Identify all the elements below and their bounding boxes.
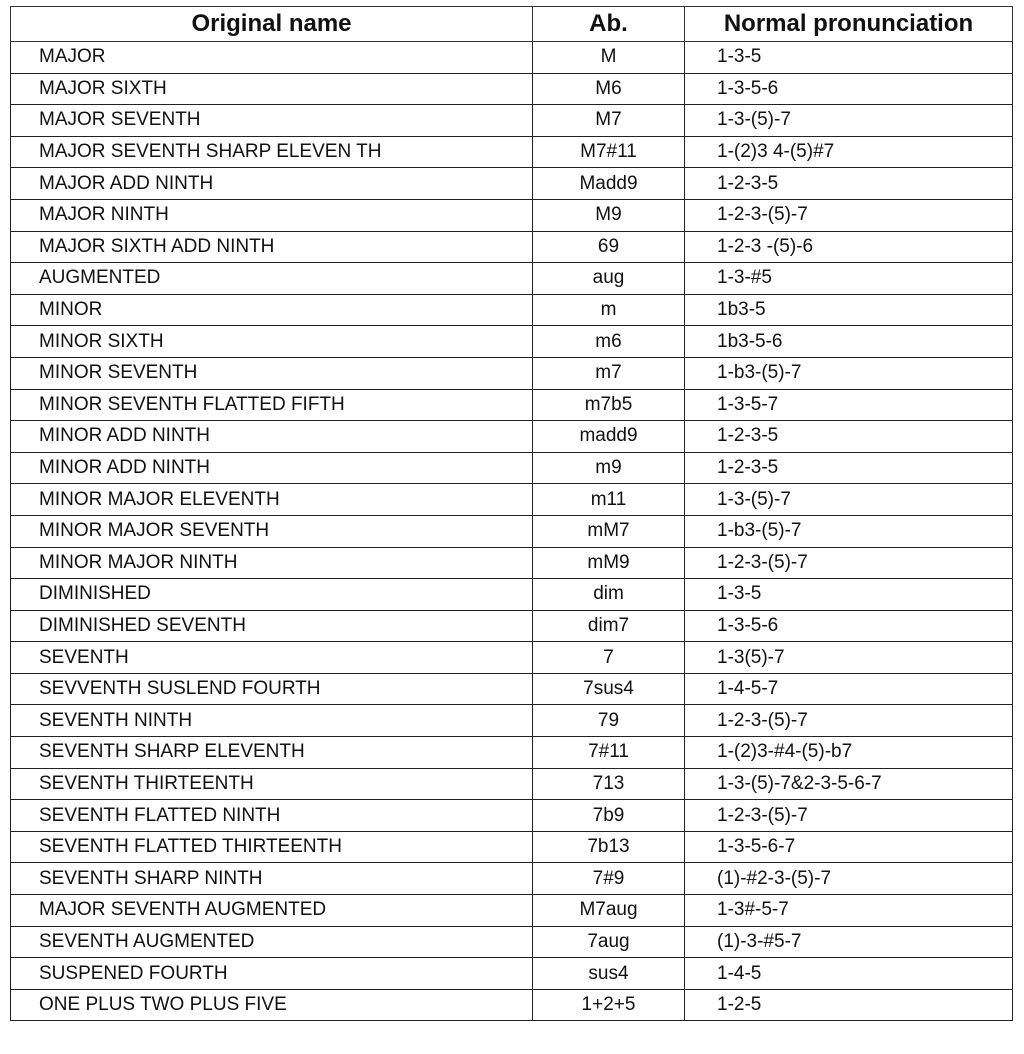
table-row — [11, 389, 1013, 421]
table-row — [11, 136, 1013, 168]
abbreviation-cell: m9 — [533, 452, 685, 484]
chord-name-cell: MINOR SEVENTH FLATTED FIFTH — [11, 389, 533, 421]
pronunciation-cell: 1-3#-5-7 — [685, 895, 1013, 927]
chord-name-cell: SEVENTH AUGMENTED — [11, 926, 533, 958]
table-row — [11, 105, 1013, 137]
abbreviation-cell: 7sus4 — [533, 673, 685, 705]
pronunciation-cell: 1-3-(5)-7&2-3-5-6-7 — [685, 768, 1013, 800]
pronunciation-cell: 1-2-3-5 — [685, 168, 1013, 200]
abbreviation-cell: m7 — [533, 357, 685, 389]
table-row — [11, 863, 1013, 895]
chord-name-cell: MINOR MAJOR ELEVENTH — [11, 484, 533, 516]
abbreviation-cell: M — [533, 42, 685, 74]
table-row — [11, 642, 1013, 674]
abbreviation-cell: Madd9 — [533, 168, 685, 200]
chord-name-cell: SEVENTH THIRTEENTH — [11, 768, 533, 800]
chord-name-cell: MAJOR SEVENTH AUGMENTED — [11, 895, 533, 927]
abbreviation-cell: mM9 — [533, 547, 685, 579]
chord-name-cell: SEVENTH FLATTED NINTH — [11, 800, 533, 832]
chord-name-cell: MINOR SIXTH — [11, 326, 533, 358]
abbreviation-cell: 1+2+5 — [533, 989, 685, 1021]
abbreviation-cell: M7#11 — [533, 136, 685, 168]
abbreviation-cell: 69 — [533, 231, 685, 263]
chord-name-cell: ONE PLUS TWO PLUS FIVE — [11, 989, 533, 1021]
table-row — [11, 705, 1013, 737]
pronunciation-cell: 1-3-5 — [685, 42, 1013, 74]
header-row — [11, 7, 1013, 42]
abbreviation-cell: M7 — [533, 105, 685, 137]
abbreviation-cell: m — [533, 294, 685, 326]
pronunciation-cell: 1-2-3-5 — [685, 452, 1013, 484]
pronunciation-cell: 1-2-3-(5)-7 — [685, 800, 1013, 832]
pronunciation-cell: 1-2-3-5 — [685, 421, 1013, 453]
pronunciation-cell: 1-4-5-7 — [685, 673, 1013, 705]
pronunciation-cell: 1-2-3 -(5)-6 — [685, 231, 1013, 263]
pronunciation-cell: 1-3-5-7 — [685, 389, 1013, 421]
table-body — [11, 42, 1013, 1021]
pronunciation-cell: (1)-3-#5-7 — [685, 926, 1013, 958]
chord-name-cell: MINOR MAJOR SEVENTH — [11, 515, 533, 547]
table-row — [11, 73, 1013, 105]
table-row — [11, 800, 1013, 832]
abbreviation-cell: m6 — [533, 326, 685, 358]
chord-name-cell: DIMINISHED — [11, 579, 533, 611]
pronunciation-cell: 1b3-5-6 — [685, 326, 1013, 358]
abbreviation-cell: 79 — [533, 705, 685, 737]
chord-name-cell: SEVENTH SHARP NINTH — [11, 863, 533, 895]
table-row — [11, 515, 1013, 547]
pronunciation-cell: 1-3(5)-7 — [685, 642, 1013, 674]
table-row — [11, 895, 1013, 927]
abbreviation-cell: 7b9 — [533, 800, 685, 832]
table-row — [11, 547, 1013, 579]
pronunciation-cell: (1)-#2-3-(5)-7 — [685, 863, 1013, 895]
table-row — [11, 357, 1013, 389]
abbreviation-cell: M7aug — [533, 895, 685, 927]
abbreviation-cell: m7b5 — [533, 389, 685, 421]
pronunciation-cell: 1-3-5-6 — [685, 73, 1013, 105]
chord-name-cell: MAJOR — [11, 42, 533, 74]
table-row — [11, 958, 1013, 990]
table-row — [11, 926, 1013, 958]
abbreviation-cell: dim — [533, 579, 685, 611]
abbreviation-cell: aug — [533, 263, 685, 295]
abbreviation-cell: 7#9 — [533, 863, 685, 895]
abbreviation-cell: dim7 — [533, 610, 685, 642]
pronunciation-cell: 1-(2)3-#4-(5)-b7 — [685, 737, 1013, 769]
pronunciation-cell: 1-3-(5)-7 — [685, 484, 1013, 516]
chord-name-cell: MAJOR NINTH — [11, 199, 533, 231]
chord-name-cell: AUGMENTED — [11, 263, 533, 295]
chord-name-cell: SEVENTH SHARP ELEVENTH — [11, 737, 533, 769]
chord-name-cell: SEVENTH NINTH — [11, 705, 533, 737]
table-row — [11, 768, 1013, 800]
chord-name-cell: MAJOR SEVENTH SHARP ELEVEN TH — [11, 136, 533, 168]
abbreviation-cell: m11 — [533, 484, 685, 516]
pronunciation-cell: 1-2-3-(5)-7 — [685, 705, 1013, 737]
header-original-name: Original name — [11, 7, 533, 42]
table-row — [11, 831, 1013, 863]
abbreviation-cell: 7b13 — [533, 831, 685, 863]
table-row — [11, 168, 1013, 200]
pronunciation-cell: 1-2-3-(5)-7 — [685, 199, 1013, 231]
chord-table — [10, 6, 1013, 1021]
pronunciation-cell: 1-3-5 — [685, 579, 1013, 611]
table-row — [11, 452, 1013, 484]
pronunciation-cell: 1-3-5-6 — [685, 610, 1013, 642]
pronunciation-cell: 1-(2)3 4-(5)#7 — [685, 136, 1013, 168]
abbreviation-cell: M9 — [533, 199, 685, 231]
abbreviation-cell: M6 — [533, 73, 685, 105]
chord-name-cell: SUSPENED FOURTH — [11, 958, 533, 990]
chord-name-cell: MAJOR ADD NINTH — [11, 168, 533, 200]
chord-name-cell: MAJOR SEVENTH — [11, 105, 533, 137]
header-normal-pronunciation: Normal pronunciation — [685, 7, 1013, 42]
pronunciation-cell: 1-b3-(5)-7 — [685, 515, 1013, 547]
chord-table-container — [10, 6, 1012, 1021]
abbreviation-cell: mM7 — [533, 515, 685, 547]
chord-name-cell: SEVENTH FLATTED THIRTEENTH — [11, 831, 533, 863]
table-row — [11, 989, 1013, 1021]
table-row — [11, 42, 1013, 74]
chord-name-cell: DIMINISHED SEVENTH — [11, 610, 533, 642]
abbreviation-cell: 713 — [533, 768, 685, 800]
pronunciation-cell: 1-2-5 — [685, 989, 1013, 1021]
abbreviation-cell: 7aug — [533, 926, 685, 958]
table-row — [11, 294, 1013, 326]
abbreviation-cell: madd9 — [533, 421, 685, 453]
table-row — [11, 421, 1013, 453]
chord-name-cell: MAJOR SIXTH ADD NINTH — [11, 231, 533, 263]
chord-name-cell: MINOR ADD NINTH — [11, 452, 533, 484]
table-row — [11, 484, 1013, 516]
pronunciation-cell: 1-3-#5 — [685, 263, 1013, 295]
chord-name-cell: SEVENTH — [11, 642, 533, 674]
abbreviation-cell: 7 — [533, 642, 685, 674]
table-row — [11, 231, 1013, 263]
chord-name-cell: MINOR MAJOR NINTH — [11, 547, 533, 579]
chord-name-cell: MAJOR SIXTH — [11, 73, 533, 105]
chord-name-cell: MINOR SEVENTH — [11, 357, 533, 389]
table-row — [11, 579, 1013, 611]
table-row — [11, 610, 1013, 642]
abbreviation-cell: sus4 — [533, 958, 685, 990]
chord-name-cell: SEVVENTH SUSLEND FOURTH — [11, 673, 533, 705]
abbreviation-cell: 7#11 — [533, 737, 685, 769]
pronunciation-cell: 1-3-(5)-7 — [685, 105, 1013, 137]
header-abbreviation: Ab. — [533, 7, 685, 42]
chord-name-cell: MINOR — [11, 294, 533, 326]
table-row — [11, 263, 1013, 295]
table-row — [11, 673, 1013, 705]
table-row — [11, 737, 1013, 769]
table-row — [11, 326, 1013, 358]
pronunciation-cell: 1-b3-(5)-7 — [685, 357, 1013, 389]
pronunciation-cell: 1-2-3-(5)-7 — [685, 547, 1013, 579]
pronunciation-cell: 1b3-5 — [685, 294, 1013, 326]
table-row — [11, 199, 1013, 231]
chord-name-cell: MINOR ADD NINTH — [11, 421, 533, 453]
pronunciation-cell: 1-3-5-6-7 — [685, 831, 1013, 863]
pronunciation-cell: 1-4-5 — [685, 958, 1013, 990]
